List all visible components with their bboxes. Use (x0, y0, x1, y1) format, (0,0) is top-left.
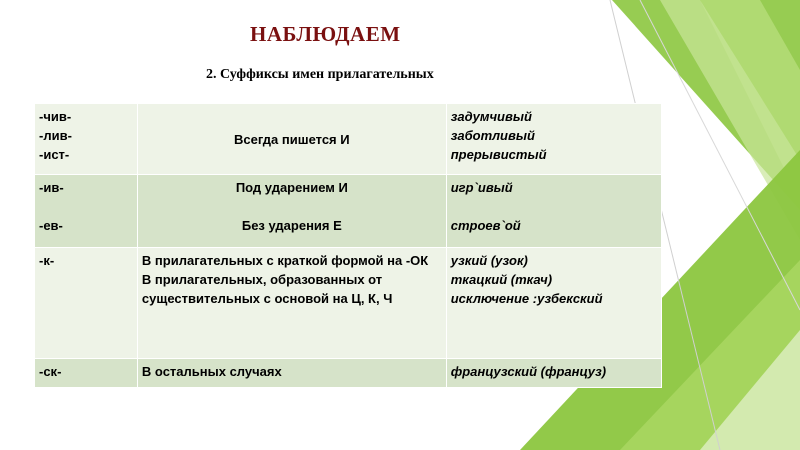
example-text: заботливый (450, 128, 535, 143)
suffix-text: -ив- (39, 180, 64, 195)
suffix-cell (35, 359, 138, 388)
suffix-text: -ев- (39, 218, 63, 233)
examples-cell (446, 104, 661, 175)
table-row (35, 359, 662, 388)
suffix-cell (35, 248, 138, 359)
rule-text: Под ударением И (235, 180, 348, 195)
example-text: задумчивый (450, 109, 532, 124)
rule-text: В прилагательных с краткой формой на -ОК (141, 253, 429, 268)
page-subtitle: 2. Суффиксы имен прилагательных (206, 67, 434, 82)
example-text: ткацкий (ткач) (450, 272, 553, 287)
example-text: узкий (узок) (450, 253, 528, 268)
example-text: французский (француз) (450, 364, 607, 379)
rule-text: В остальных случаях (141, 364, 282, 379)
rule-cell (137, 248, 446, 359)
table-row (35, 175, 662, 248)
rule-text: В прилагательных, образованных от существительных с основой на Ц, К, Ч (141, 272, 393, 306)
suffix-cell (35, 104, 138, 175)
suffix-text: -лив- (39, 128, 72, 143)
suffix-cell (35, 175, 138, 248)
suffix-text: -ск- (39, 364, 62, 379)
example-text: прерывистый (450, 147, 547, 162)
examples-cell (446, 175, 661, 248)
example-text: игр`ивый (450, 180, 513, 195)
table-row (35, 248, 662, 359)
examples-cell (446, 359, 661, 388)
rule-cell (137, 359, 446, 388)
examples-cell (446, 248, 661, 359)
example-text: строев`ой (450, 218, 521, 233)
example-text: исключение :узбекский (450, 291, 603, 306)
rule-text: Всегда пишется И (234, 131, 350, 147)
suffix-text: -ист- (39, 147, 70, 162)
suffix-table (34, 103, 662, 388)
rule-cell (137, 175, 446, 248)
suffix-text: -чив- (39, 109, 72, 124)
table-row (35, 104, 662, 175)
suffix-text: -к- (39, 253, 55, 268)
rule-text: Без ударения Е (241, 218, 342, 233)
rule-cell (137, 104, 446, 175)
